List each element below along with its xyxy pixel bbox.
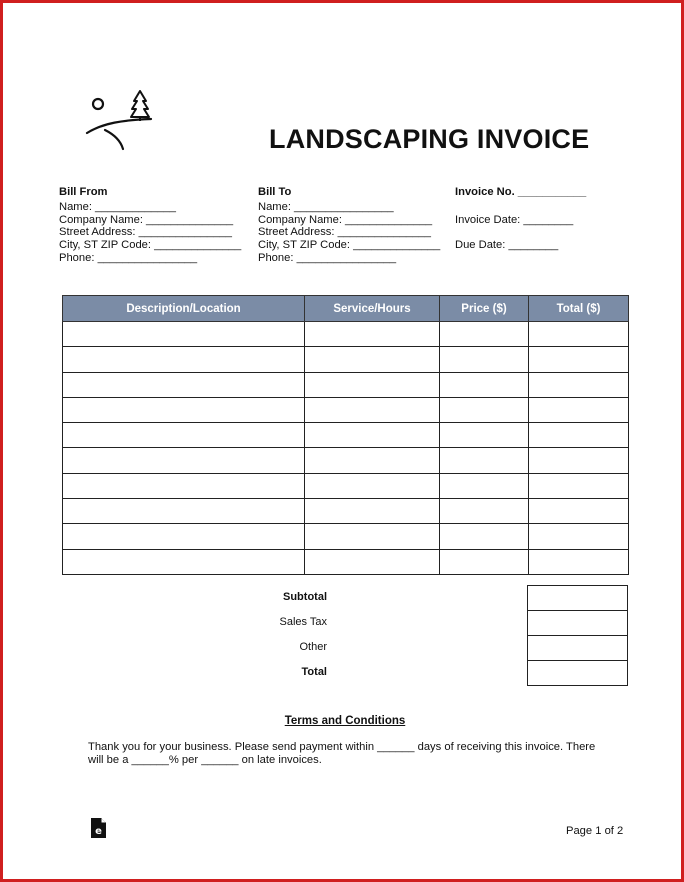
price-cell[interactable] [440,448,529,473]
bill-from-heading: Bill From [59,186,108,198]
table-row [63,473,629,498]
other-label: Other [299,641,327,653]
description-cell[interactable] [63,372,305,397]
price-cell[interactable] [440,549,529,574]
price-cell[interactable] [440,347,529,372]
bill-to-street: Street Address: _______________ [258,226,431,239]
bill-from-street: Street Address: _______________ [59,226,232,239]
total-label: Total [301,666,327,678]
sales-tax-label: Sales Tax [279,616,327,628]
table-row [63,347,629,372]
terms-title: Terms and Conditions [284,715,406,727]
total-cell[interactable] [529,524,629,549]
invoice-date: Invoice Date: ________ [455,213,574,226]
page-number: Page 1 of 2 [566,825,624,837]
terms-text: Thank you for your business. Please send payment within ______ days of receiving this invoice. There will be a ______% per ______ on late invoices. [88,741,596,766]
price-cell[interactable] [440,473,529,498]
total-field[interactable] [527,660,628,686]
total-cell[interactable] [529,347,629,372]
service-hours-cell[interactable] [305,397,440,422]
header-service-hours: Service/Hours [305,296,440,322]
description-cell[interactable] [63,448,305,473]
other-field[interactable] [527,635,628,661]
svg-text:e: e [95,826,102,837]
service-hours-cell[interactable] [305,473,440,498]
price-cell[interactable] [440,499,529,524]
description-cell[interactable] [63,322,305,347]
bill-to-name: Name: ________________ [258,200,394,213]
price-cell[interactable] [440,322,529,347]
subtotal-label: Subtotal [283,591,327,603]
service-hours-cell[interactable] [305,499,440,524]
description-cell[interactable] [63,423,305,448]
header-price: Price ($) [440,296,529,322]
header-description: Description/Location [63,296,305,322]
landscape-logo-icon [83,87,155,153]
description-cell[interactable] [63,347,305,372]
price-cell[interactable] [440,524,529,549]
service-hours-cell[interactable] [305,347,440,372]
price-cell[interactable] [440,397,529,422]
total-cell[interactable] [529,372,629,397]
table-row [63,499,629,524]
total-cell[interactable] [529,549,629,574]
bill-to-section [258,186,440,265]
service-hours-cell[interactable] [305,524,440,549]
description-cell[interactable] [63,397,305,422]
table-body [63,322,629,575]
bill-to-heading: Bill To [258,186,292,198]
total-cell[interactable] [529,397,629,422]
table-row [63,397,629,422]
bill-to-company: Company Name: ______________ [258,213,433,226]
table-row [63,423,629,448]
table-row [63,322,629,347]
invoice-due-date: Due Date: ________ [455,239,559,252]
total-cell[interactable] [529,499,629,524]
description-cell[interactable] [63,524,305,549]
invoice-title: LANDSCAPING INVOICE [269,124,590,154]
bill-from-name: Name: _____________ [59,200,176,213]
bill-to-phone: Phone: ________________ [258,251,397,264]
bill-to-city: City, ST ZIP Code: ______________ [258,239,441,252]
total-cell[interactable] [529,473,629,498]
service-hours-cell[interactable] [305,423,440,448]
line-items-table [62,295,629,575]
document-e-icon [90,817,107,839]
description-cell[interactable] [63,499,305,524]
service-hours-cell[interactable] [305,448,440,473]
table-row [63,372,629,397]
total-cell[interactable] [529,322,629,347]
service-hours-cell[interactable] [305,322,440,347]
table-row [63,549,629,574]
price-cell[interactable] [440,372,529,397]
table-row [63,524,629,549]
table-header-row [63,296,629,322]
description-cell[interactable] [63,473,305,498]
price-cell[interactable] [440,423,529,448]
bill-from-city: City, ST ZIP Code: ______________ [59,239,242,252]
total-cell[interactable] [529,423,629,448]
invoice-info-section [455,186,586,252]
invoice-number: Invoice No. ___________ [455,186,587,198]
bill-from-company: Company Name: ______________ [59,213,234,226]
service-hours-cell[interactable] [305,549,440,574]
bill-from-phone: Phone: ________________ [59,251,198,264]
total-cell[interactable] [529,448,629,473]
service-hours-cell[interactable] [305,372,440,397]
description-cell[interactable] [63,549,305,574]
bill-from-section [59,186,241,265]
header-total: Total ($) [529,296,629,322]
table-row [63,448,629,473]
subtotal-field[interactable] [527,585,628,611]
sales-tax-field[interactable] [527,610,628,636]
